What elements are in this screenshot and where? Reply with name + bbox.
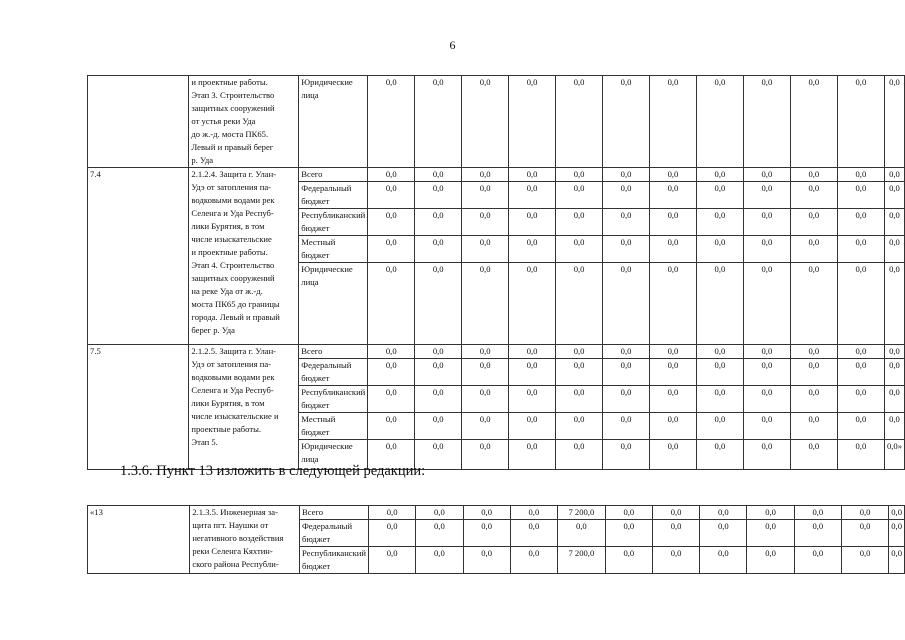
amount-cell: 0,0 [837, 76, 884, 168]
description-line: р. Уда [191, 155, 214, 165]
amount-cell: 0,0 [510, 547, 557, 574]
amount-cell: 0,0 [652, 520, 699, 547]
amount-cell: 0,0 [837, 236, 884, 263]
amount-cell: 0,0 [790, 263, 837, 345]
amount-cell: 0,0 [747, 547, 794, 574]
amount-cell: 0,0 [509, 345, 556, 359]
amount-cell: 0,0 [884, 209, 904, 236]
amount-cell: 0,0 [603, 209, 650, 236]
amount-cell: 0,0 [415, 76, 462, 168]
amount-cell: 0,0 [884, 359, 904, 386]
description-line: 2.1.2.5. Защита г. Улан- [191, 346, 277, 356]
amount-cell: 0,0 [556, 386, 603, 413]
amount-cell: 0,0 [556, 413, 603, 440]
amount-cell: 0,0 [462, 440, 509, 470]
amount-cell: 0,0 [837, 413, 884, 440]
funding-source: Местный бюджет [299, 413, 368, 440]
amount-cell: 0,0 [650, 413, 697, 440]
amount-cell: 0,0 [650, 209, 697, 236]
amount-cell: 0,0 [700, 506, 747, 520]
amount-cell: 0,0 [747, 520, 794, 547]
amount-cell: 0,0 [837, 359, 884, 386]
amount-cell: 0,0 [841, 520, 888, 547]
amount-cell: 0,0 [415, 386, 462, 413]
amount-cell: 0,0 [415, 168, 462, 182]
amount-cell: 0,0 [509, 76, 556, 168]
amount-cell: 0,0 [696, 209, 743, 236]
funding-source: Всего [299, 345, 368, 359]
description-line: реки Селенга Кяхтин- [192, 546, 273, 556]
funding-source: Республиканский бюджет [299, 209, 368, 236]
amount-cell: 0,0 [462, 386, 509, 413]
amount-cell: 0,0 [696, 440, 743, 470]
amount-cell: 0,0 [510, 506, 557, 520]
amount-cell: 0,0 [790, 386, 837, 413]
amount-cell: 0,0 [650, 345, 697, 359]
amount-cell: 7 200,0 [558, 547, 606, 574]
amount-cell: 0,0 [509, 359, 556, 386]
description-line: Удэ от затопления па- [191, 359, 271, 369]
amount-cell: 0,0 [650, 440, 697, 470]
amount-cell: 0,0 [463, 506, 510, 520]
item-description [189, 168, 299, 345]
amount-cell: 0,0 [650, 263, 697, 345]
amount-cell: 0,0 [462, 359, 509, 386]
amount-cell: 0,0 [790, 236, 837, 263]
amount-cell: 0,0 [605, 547, 652, 574]
description-line: 2.1.3.5. Инженерная за- [192, 507, 278, 517]
funding-source: Всего [299, 168, 368, 182]
amount-cell: 0,0 [603, 263, 650, 345]
amount-cell: 0,0 [603, 413, 650, 440]
amount-cell: 0,0 [415, 263, 462, 345]
amount-cell: 0,0 [650, 182, 697, 209]
amount-cell: 0,0 [509, 209, 556, 236]
amount-cell: 0,0 [463, 547, 510, 574]
amount-cell: 0,0 [650, 168, 697, 182]
amount-cell: 0,0 [510, 520, 557, 547]
description-line: 2.1.2.4. Защита г. Улан- [191, 169, 277, 179]
item-description [189, 76, 299, 168]
amount-cell: 0,0 [743, 359, 790, 386]
funding-source: Федеральный бюджет [299, 359, 368, 386]
description-line: Этап 5. [191, 437, 218, 447]
amount-cell: 0,0 [368, 413, 415, 440]
amount-cell: 0,0 [696, 345, 743, 359]
amount-cell: 0,0 [462, 236, 509, 263]
amount-cell: 0,0 [743, 209, 790, 236]
amount-cell: 0,0 [700, 547, 747, 574]
amount-cell: 0,0 [368, 345, 415, 359]
amount-cell: 0,0 [509, 440, 556, 470]
amount-cell: 0,0 [603, 359, 650, 386]
amount-cell: 0,0 [509, 263, 556, 345]
amount-cell: 0,0 [884, 386, 904, 413]
amount-cell: 0,0 [603, 76, 650, 168]
amount-cell: 0,0 [650, 236, 697, 263]
description-line: моста ПК65 до границы [191, 299, 280, 309]
amount-cell: 0,0 [605, 506, 652, 520]
description-line: города. Левый и правый [191, 312, 280, 322]
amount-cell: 0,0 [696, 182, 743, 209]
amount-cell: 0,0 [509, 168, 556, 182]
amount-cell: 0,0 [416, 506, 463, 520]
amount-cell: 0,0 [696, 386, 743, 413]
amount-cell: 0,0 [884, 168, 904, 182]
amount-cell: 0,0 [794, 506, 841, 520]
funding-source: Федеральный бюджет [299, 182, 368, 209]
amount-cell: 0,0 [368, 440, 415, 470]
description-line: Этап 3. Строительство [191, 90, 275, 100]
amount-cell: 0,0 [837, 168, 884, 182]
description-line: от устья реки Уда [191, 116, 256, 126]
description-line: берег р. Уда [191, 325, 235, 335]
item-number: «13 [88, 506, 190, 574]
amount-cell: 0,0 [462, 182, 509, 209]
page-number: 6 [449, 38, 456, 52]
amount-cell: 0,0 [368, 359, 415, 386]
description-line: Селенга и Уда Респуб- [191, 385, 274, 395]
amount-cell: 0,0 [650, 359, 697, 386]
description-line: числе изыскательские [191, 234, 272, 244]
funding-source: Юридические лица [299, 263, 368, 345]
description-line: ского района Республи- [192, 559, 279, 569]
item-number: 7.5 [88, 345, 189, 470]
description-line: Селенга и Уда Респуб- [191, 208, 274, 218]
description-line: до ж.-д. моста ПК65. [191, 129, 269, 139]
amount-cell: 0,0 [556, 168, 603, 182]
description-line: лики Бурятия, в том [191, 221, 265, 231]
amount-cell: 0,0 [558, 520, 606, 547]
amount-cell: 0,0 [837, 386, 884, 413]
amount-cell: 0,0 [415, 359, 462, 386]
amount-cell: 0,0 [837, 209, 884, 236]
amount-cell: 0,0 [743, 182, 790, 209]
description-line: водковыми водами рек [191, 372, 275, 382]
amount-cell: 0,0 [603, 236, 650, 263]
amount-cell: 0,0 [369, 506, 416, 520]
amount-cell: 0,0 [462, 345, 509, 359]
amount-cell: 0,0 [700, 520, 747, 547]
amount-cell: 0,0 [696, 76, 743, 168]
amount-cell: 0,0 [556, 263, 603, 345]
amount-cell: 0,0 [696, 236, 743, 263]
funding-source: Всего [300, 506, 369, 520]
amount-cell: 0,0 [556, 359, 603, 386]
amount-cell: 0,0 [841, 506, 888, 520]
amount-cell: 0,0» [884, 440, 904, 470]
amount-cell: 0,0 [509, 236, 556, 263]
amount-cell: 0,0 [369, 520, 416, 547]
amount-cell: 0,0 [790, 76, 837, 168]
amount-cell: 0,0 [884, 345, 904, 359]
amount-cell: 0,0 [605, 520, 652, 547]
amount-cell: 0,0 [841, 547, 888, 574]
description-line: проектные работы. [191, 424, 262, 434]
description-line: и проектные работы. [191, 77, 268, 87]
item-number [88, 76, 189, 168]
amount-cell: 0,0 [556, 236, 603, 263]
amount-cell: 0,0 [696, 168, 743, 182]
amount-cell: 0,0 [696, 263, 743, 345]
amount-cell: 0,0 [743, 440, 790, 470]
amount-cell: 0,0 [556, 440, 603, 470]
description-line: защитных сооружений [191, 103, 275, 113]
amount-cell: 0,0 [415, 345, 462, 359]
item-description [190, 506, 300, 574]
amount-cell: 0,0 [603, 345, 650, 359]
amount-cell: 0,0 [790, 359, 837, 386]
description-line: числе изыскательские и [191, 411, 279, 421]
amount-cell: 0,0 [794, 520, 841, 547]
amount-cell: 0,0 [743, 168, 790, 182]
funding-source: Юридические лица [299, 76, 368, 168]
amount-cell: 0,0 [368, 236, 415, 263]
description-line: на реке Уда от ж.-д. [191, 286, 263, 296]
item-number: 7.4 [88, 168, 189, 345]
amount-cell: 0,0 [556, 345, 603, 359]
amount-cell: 0,0 [462, 168, 509, 182]
amount-cell: 0,0 [368, 209, 415, 236]
amount-cell: 0,0 [837, 263, 884, 345]
funding-source: Республиканский бюджет [300, 547, 369, 574]
amount-cell: 0,0 [743, 345, 790, 359]
funding-table-2 [87, 505, 905, 574]
amount-cell: 0,0 [743, 386, 790, 413]
amount-cell: 0,0 [368, 386, 415, 413]
amount-cell: 0,0 [556, 182, 603, 209]
table-row [88, 76, 905, 168]
amount-cell: 0,0 [415, 182, 462, 209]
amount-cell: 0,0 [884, 76, 904, 168]
amount-cell: 0,0 [889, 520, 905, 547]
amount-cell: 0,0 [650, 386, 697, 413]
description-line: Удэ от затопления па- [191, 182, 271, 192]
amount-cell: 0,0 [790, 182, 837, 209]
amount-cell: 0,0 [415, 440, 462, 470]
amount-cell: 0,0 [415, 209, 462, 236]
amount-cell: 0,0 [790, 345, 837, 359]
table-row [88, 506, 905, 520]
amount-cell: 0,0 [790, 168, 837, 182]
amount-cell: 0,0 [462, 263, 509, 345]
amount-cell: 0,0 [368, 168, 415, 182]
amount-cell: 0,0 [509, 386, 556, 413]
amount-cell: 0,0 [696, 359, 743, 386]
amount-cell: 0,0 [889, 506, 905, 520]
amount-cell: 0,0 [790, 440, 837, 470]
amount-cell: 0,0 [416, 520, 463, 547]
description-line: и проектные работы. [191, 247, 268, 257]
amount-cell: 0,0 [509, 413, 556, 440]
amount-cell: 0,0 [743, 413, 790, 440]
amount-cell: 0,0 [416, 547, 463, 574]
amount-cell: 0,0 [556, 76, 603, 168]
amount-cell: 0,0 [794, 547, 841, 574]
amount-cell: 0,0 [415, 236, 462, 263]
amount-cell: 0,0 [603, 182, 650, 209]
amount-cell: 0,0 [603, 168, 650, 182]
amount-cell: 0,0 [415, 413, 462, 440]
funding-table-1 [87, 75, 905, 470]
amount-cell: 0,0 [884, 182, 904, 209]
amount-cell: 0,0 [837, 182, 884, 209]
section-heading: 1.3.6. Пункт 13 изложить в следующей редакции: [120, 463, 426, 479]
amount-cell: 0,0 [556, 209, 603, 236]
amount-cell: 0,0 [368, 182, 415, 209]
description-line: негативного воздействия [192, 533, 284, 543]
description-line: Этап 4. Строительство [191, 260, 275, 270]
table-row [88, 168, 905, 182]
amount-cell: 0,0 [743, 236, 790, 263]
description-line: защитных сооружений [191, 273, 275, 283]
funding-source: Республиканский бюджет [299, 386, 368, 413]
description-line: щита пгт. Наушки от [192, 520, 269, 530]
amount-cell: 0,0 [743, 263, 790, 345]
amount-cell: 0,0 [884, 236, 904, 263]
amount-cell: 0,0 [368, 263, 415, 345]
amount-cell: 0,0 [790, 413, 837, 440]
amount-cell: 0,0 [650, 76, 697, 168]
amount-cell: 0,0 [369, 547, 416, 574]
amount-cell: 0,0 [462, 76, 509, 168]
amount-cell: 7 200,0 [558, 506, 606, 520]
amount-cell: 0,0 [462, 209, 509, 236]
funding-source: Местный бюджет [299, 236, 368, 263]
amount-cell: 0,0 [603, 386, 650, 413]
description-line: Левый и правый берег [191, 142, 274, 152]
description-line: водковыми водами рек [191, 195, 275, 205]
amount-cell: 0,0 [603, 440, 650, 470]
amount-cell: 0,0 [884, 263, 904, 345]
amount-cell: 0,0 [790, 209, 837, 236]
description-line: лики Бурятия, в том [191, 398, 265, 408]
table-row [88, 345, 905, 359]
amount-cell: 0,0 [652, 506, 699, 520]
funding-source: Юридические лица [299, 440, 368, 470]
amount-cell: 0,0 [837, 440, 884, 470]
amount-cell: 0,0 [884, 413, 904, 440]
amount-cell: 0,0 [696, 413, 743, 440]
amount-cell: 0,0 [462, 413, 509, 440]
amount-cell: 0,0 [368, 76, 415, 168]
funding-source: Федеральный бюджет [300, 520, 369, 547]
amount-cell: 0,0 [743, 76, 790, 168]
amount-cell: 0,0 [747, 506, 794, 520]
amount-cell: 0,0 [889, 547, 905, 574]
amount-cell: 0,0 [652, 547, 699, 574]
amount-cell: 0,0 [837, 345, 884, 359]
amount-cell: 0,0 [509, 182, 556, 209]
item-description [189, 345, 299, 470]
amount-cell: 0,0 [463, 520, 510, 547]
